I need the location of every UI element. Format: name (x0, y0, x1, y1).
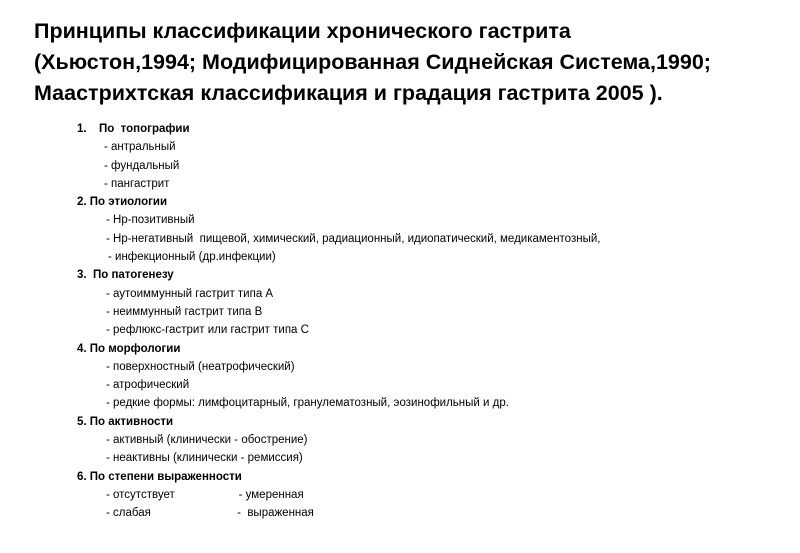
classification-list (77, 120, 797, 523)
list-item: - Нр-позитивный (106, 214, 195, 227)
section-heading-text: По топографии (99, 123, 190, 135)
section-heading-activity: 5. По активности (77, 415, 174, 428)
list-item: - Нр-негативный пищевой, химический, радиационный, идиопатический, медикаментозный, (106, 232, 601, 245)
list-item: - слабая - выраженная (106, 507, 314, 520)
list-item: - фундальный (104, 159, 180, 172)
title-line-2: (Хьюстон,1994; Модифицированная Сиднейская Система,1990; (34, 50, 711, 74)
title-line-1: Принципы классификации хронического гастрита (34, 19, 571, 43)
list-item: - пангастрит (104, 177, 170, 190)
list-item: - отсутствует - умеренная (106, 488, 304, 501)
page-title (34, 16, 794, 109)
list-item: - аутоиммунный гастрит типа А (106, 287, 274, 300)
title-line-3: Маастрихтская классификация и градация гастрита 2005 ). (34, 81, 663, 105)
list-item: - активный (клинически - обострение) (106, 434, 308, 447)
section-heading-morphology: 4. По морфологии (77, 342, 181, 355)
list-item: - поверхностный (неатрофический) (106, 360, 295, 373)
list-item: - неактивны (клинически - ремиссия) (106, 452, 303, 465)
section-number: 1. (77, 123, 87, 135)
section-heading-topography (77, 120, 797, 138)
list-item: - редкие формы: лимфоцитарный, гранулематозный, эозинофильный и др. (106, 397, 509, 410)
section-heading-pathogenesis: 3. По патогенезу (77, 269, 174, 282)
section-heading-severity: 6. По степени выраженности (77, 470, 242, 483)
list-item: - инфекционный (др.инфекции) (108, 251, 276, 264)
list-item: - неиммунный гастрит типа В (106, 305, 263, 318)
section-heading-etiology: 2. По этиологии (77, 196, 168, 209)
list-item: - антральный (104, 141, 176, 154)
list-item: - атрофический (106, 379, 190, 392)
list-item: - рефлюкс-гастрит или гастрит типа С (106, 324, 309, 337)
